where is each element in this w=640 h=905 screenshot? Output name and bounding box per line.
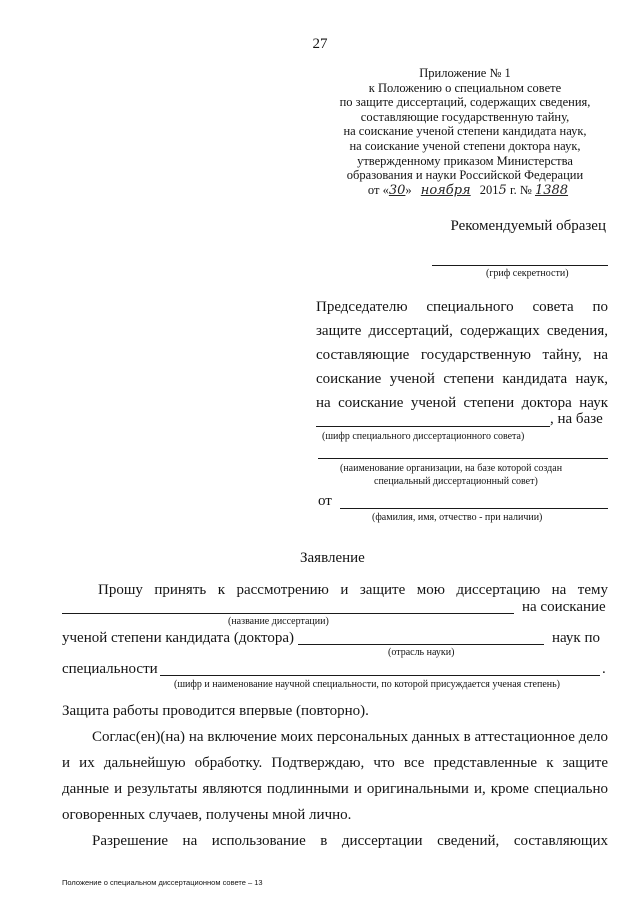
consent-line: оговоренных случаев, получены мной лично. [62,807,352,823]
specialty-blank [160,675,600,676]
secrecy-blank-line [432,265,608,266]
addressee-line: на соискание ученой степени доктора наук [316,395,608,411]
addressee-line: защите диссертаций, содержащих сведения, [316,323,608,339]
appendix-line: образования и науки Российской Федерации [346,168,584,183]
appendix-line: на соискание ученой степени кандидата наук, [343,124,587,139]
permission-line: Разрешение на использование в диссертации сведений, составляющих [92,833,608,849]
applicant-name-blank [340,508,608,509]
organization-blank [318,458,608,459]
specialty-label: специальности [62,661,158,677]
consent-line: данные и результаты являются подлинными и оригинальными и, кроме специально [62,781,608,797]
science-branch-blank [298,644,544,645]
council-cipher-blank [316,426,550,427]
dissertation-title-caption: (название диссертации) [228,616,329,627]
fio-caption: (фамилия, имя, отчество - при наличии) [372,512,543,523]
organization-caption-1: (наименование организации, на базе которой создан [340,463,563,474]
degree-prefix: ученой степени кандидата (доктора) [62,630,295,646]
science-suffix: наук по [552,630,600,646]
organization-caption-2: специальный диссертационный совет) [374,476,538,487]
statement-title: Заявление [300,550,365,566]
handwritten-year-digit: 5 [498,182,507,198]
statement-line-1: Прошу принять к рассмотрению и защите мою диссертацию на тему [98,582,608,598]
addressee-line: Председателю специального совета по [316,299,608,315]
secrecy-caption: (гриф секретности) [486,268,569,279]
consent-line: Соглас(ен)(на) на включение моих персональных данных в аттестационное дело [92,729,608,745]
page-number: 27 [312,36,328,52]
handwritten-order-number: 1388 [534,182,569,198]
appendix-line: на соискание ученой степени доктора наук, [349,138,581,153]
specialty-period: . [602,661,606,677]
footer-text: Положение о специальном диссертационном совете – 13 [62,878,263,887]
consent-line: и их дальнейшую обработку. Подтверждаю, что все представленные к защите [62,755,608,771]
recommended-sample-label: Рекомендуемый образец [450,218,606,234]
addressee-line: соискание ученой степени кандидата наук, [316,371,608,387]
from-label: от [318,493,332,509]
appendix-line: составляющие государственную тайну, [360,109,570,124]
appendix-block [320,66,610,198]
specialty-caption: (шифр и наименование научной специальности, по которой присуждается ученая степень) [174,679,561,690]
appendix-line: по защите диссертаций, содержащих сведения, [339,95,591,110]
order-date-line: от «30» ноября 2015 г. № 1388 [367,182,569,198]
cipher-caption: (шифр специального диссертационного совета) [322,431,525,442]
handwritten-day: 30 [388,182,406,198]
addressee-line: составляющие государственную тайну, на [316,347,608,363]
base-suffix: , на базе [550,411,603,427]
appendix-line: утвержденному приказом Министерства [357,153,573,168]
appendix-line: к Положению о специальном совете [368,80,562,95]
science-branch-caption: (отрасль науки) [388,647,455,658]
handwritten-month: ноября [420,182,471,198]
for-degree-label: на соискание [522,599,606,615]
appendix-line: Приложение № 1 [419,66,511,80]
dissertation-title-blank [62,613,514,614]
first-defense-text: Защита работы проводится впервые (повторно). [62,703,369,719]
